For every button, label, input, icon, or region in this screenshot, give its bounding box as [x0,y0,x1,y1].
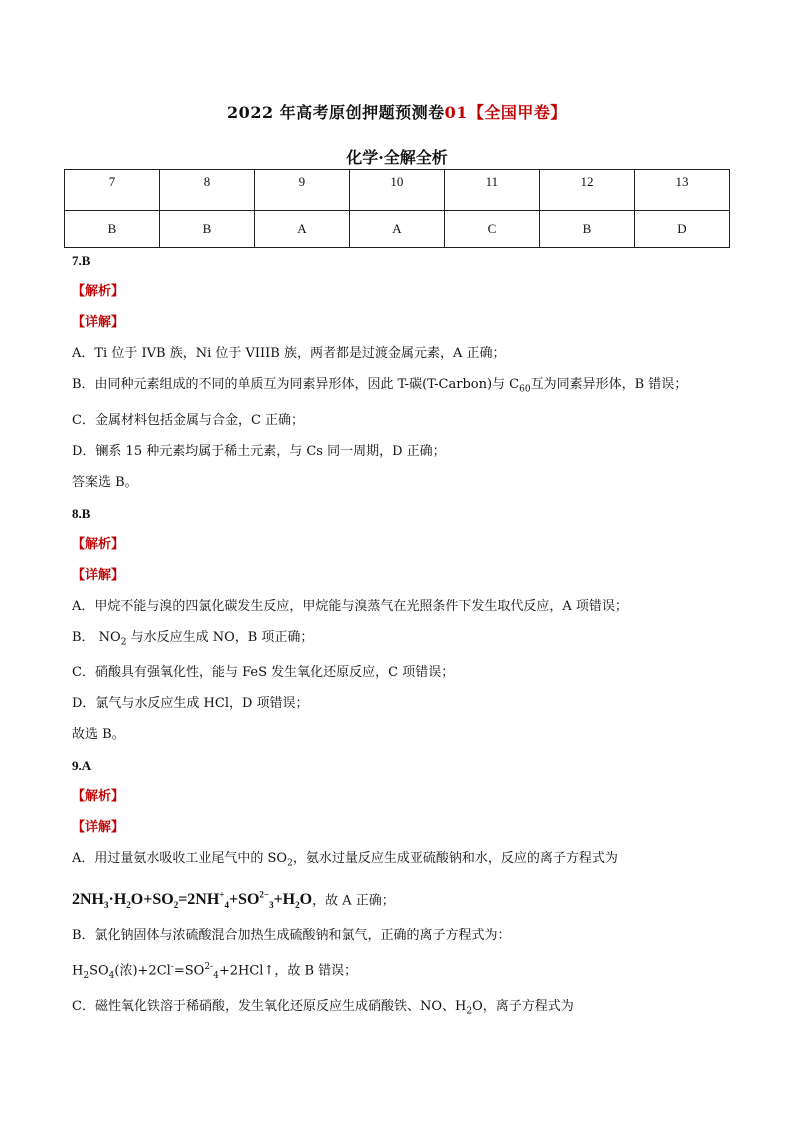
answer-table-answer-row [65,211,730,248]
question-8-analysis-tag: 【解析】 [72,536,125,552]
question-7-option-a: A．Ti 位于 IVB 族，Ni 位于 VIIIB 族，两者都是过渡金属元素，A 正确； [72,346,506,361]
table-cell: 8 [159,170,254,211]
question-8-detail-tag: 【详解】 [72,567,125,583]
question-9-number: 9.A [72,758,92,774]
question-7-analysis-tag: 【解析】 [72,284,125,299]
question-7-option-d: D．镧系 15 种元素均属于稀土元素，与 Cs 同一周期，D 正确； [72,443,446,459]
question-8-option-d: D．氯气与水反应生成 HCl，D 项错误； [72,696,309,712]
question-9-analysis-tag: 【解析】 [72,789,125,805]
table-cell: C [444,211,539,248]
question-9-option-c: C．磁性氧化铁溶于稀硝酸，发生氧化还原反应生成硝酸铁、NO、$H_2O$，离子方程式为 [72,999,574,1017]
table-cell: D [634,211,729,248]
question-7-detail-tag: 【详解】 [72,315,125,330]
question-9-equation-b: $H_2SO_4$(浓)$+2Cl^-=SO^{2-}_4+2HCl↑$，故 B 错误； [72,962,358,982]
table-cell: B [159,211,254,248]
question-8-option-a: A．甲烷不能与溴的四氯化碳发生反应，甲烷能与溴蒸气在光照条件下发生取代反应，A 项错误； [72,598,628,614]
question-7-option-c: C．金属材料包括金属与合金，C 正确； [72,412,305,428]
table-cell: 13 [634,170,729,211]
question-9-detail-tag: 【详解】 [72,820,125,836]
document-subtitle: 化学·全解全析 [346,148,448,167]
answer-table-number-row [65,170,730,211]
table-cell: 9 [254,170,349,211]
question-8-option-c: C．硝酸具有强氧化性，能与 FeS 发生氧化还原反应，C 项错误； [72,665,455,681]
title-bracket: 【全国甲卷】 [467,103,567,122]
question-9-equation-a: $2NH_3\cdot H_2O+SO_2=2NH^+_4+SO^{2-}_3+H_2O$，故 A 正确； [72,889,395,911]
solutions-body [72,252,732,1034]
question-8-number: 8.B [72,505,91,521]
document-title [0,100,794,123]
question-8-option-b: B． $NO_2$ 与水反应生成 NO，B 项正确； [72,629,314,648]
table-cell: B [539,211,634,248]
question-9-option-b: B．氯化钠固体与浓硫酸混合加热生成硫酸钠和氯气，正确的离子方程式为： [72,928,511,944]
question-9-option-a: A．用过量氨水吸收工业尾气中的 $SO_2$，氨水过量反应生成亚硫酸钠和水，反应的离子方程式为 [72,851,618,869]
answer-table [64,169,730,248]
table-cell: B [65,211,160,248]
question-8-conclusion: 故选 B。 [72,727,125,743]
table-cell: 12 [539,170,634,211]
title-number: 01 [444,103,468,122]
question-7-option-b: B．由同种元素组成的不同的单质互为同素异形体，因此 T-碳(T-Carbon)与 $C_{60}$互为同素异形体，B 错误； [72,377,688,395]
table-cell: 10 [349,170,444,211]
table-cell: A [254,211,349,248]
question-7-conclusion: 答案选 B。 [72,474,138,490]
title-main: 2022 年高考原创押题预测卷 [227,103,445,122]
question-7-number: 7.B [72,253,91,268]
ionic-equation-a: $2NH_3\cdot H_2O+SO_2=2NH^+_4+SO^{2-}_3+H_2O$ [72,889,313,911]
table-cell: 11 [444,170,539,211]
table-cell: 7 [65,170,160,211]
table-cell: A [349,211,444,248]
